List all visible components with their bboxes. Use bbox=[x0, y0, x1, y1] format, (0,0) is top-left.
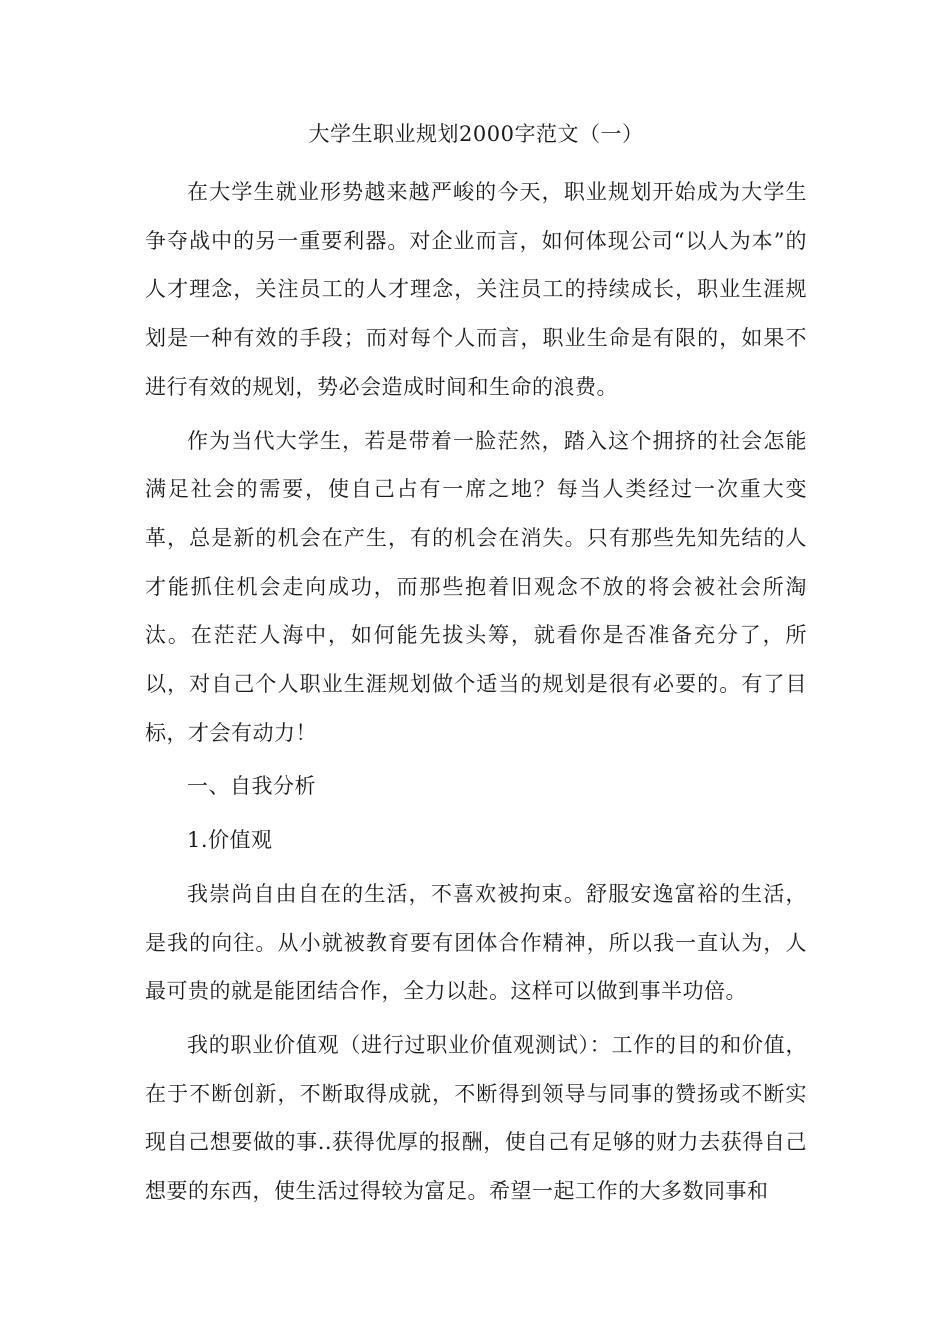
values-paragraph: 我崇尚自由自在的生活，不喜欢被拘束。舒服安逸富裕的生活，是我的向往。从小就被教育要有团体合作精神，所以我一直认为，人最可贵的就是能团结合作，全力以赴。这样可以做到事半功倍。 bbox=[145, 881, 807, 1004]
career-values-paragraph: 我的职业价值观（进行过职业价值观测试）：工作的目的和价值，在于不断创新，不断取得成就，不断得到领导与同事的赞扬或不断实现自己想要做的事..获得优厚的报酬，使自己有足够的财力去获得自己想要的东西，使生活过得较为富足。希望一起工作的大多数同事和 bbox=[145, 1032, 807, 1204]
document-page bbox=[145, 118, 807, 1221]
motivation-paragraph: 作为当代大学生，若是带着一脸茫然，踏入这个拥挤的社会怎能满足社会的需要，使自己占有一席之地？每当人类经过一次重大变革，总是新的机会在产生，有的机会在消失。只有那些先知先结的人才能抓住机会走向成功，而那些抱着旧观念不放的将会被社会所淘汰。在茫茫人海中，如何能先拔头筹，就看你是否准备充分了，所以，对自己个人职业生涯规划做个适当的规划是很有必要的。有了目标，才会有动力！ bbox=[145, 428, 807, 745]
intro-paragraph: 在大学生就业形势越来越严峻的今天，职业规划开始成为大学生争夺战中的另一重要利器。对企业而言，如何体现公司“以人为本”的人才理念，关注员工的人才理念，关注员工的持续成长，职业生涯规划是一种有效的手段；而对每个人而言，职业生命是有限的，如果不进行有效的规划，势必会造成时间和生命的浪费。 bbox=[145, 180, 807, 399]
sub-heading: 1.价值观 bbox=[187, 828, 273, 853]
section-heading: 一、自我分析 bbox=[187, 774, 316, 799]
document-title: 大学生职业规划2000字范文（一） bbox=[308, 122, 644, 146]
